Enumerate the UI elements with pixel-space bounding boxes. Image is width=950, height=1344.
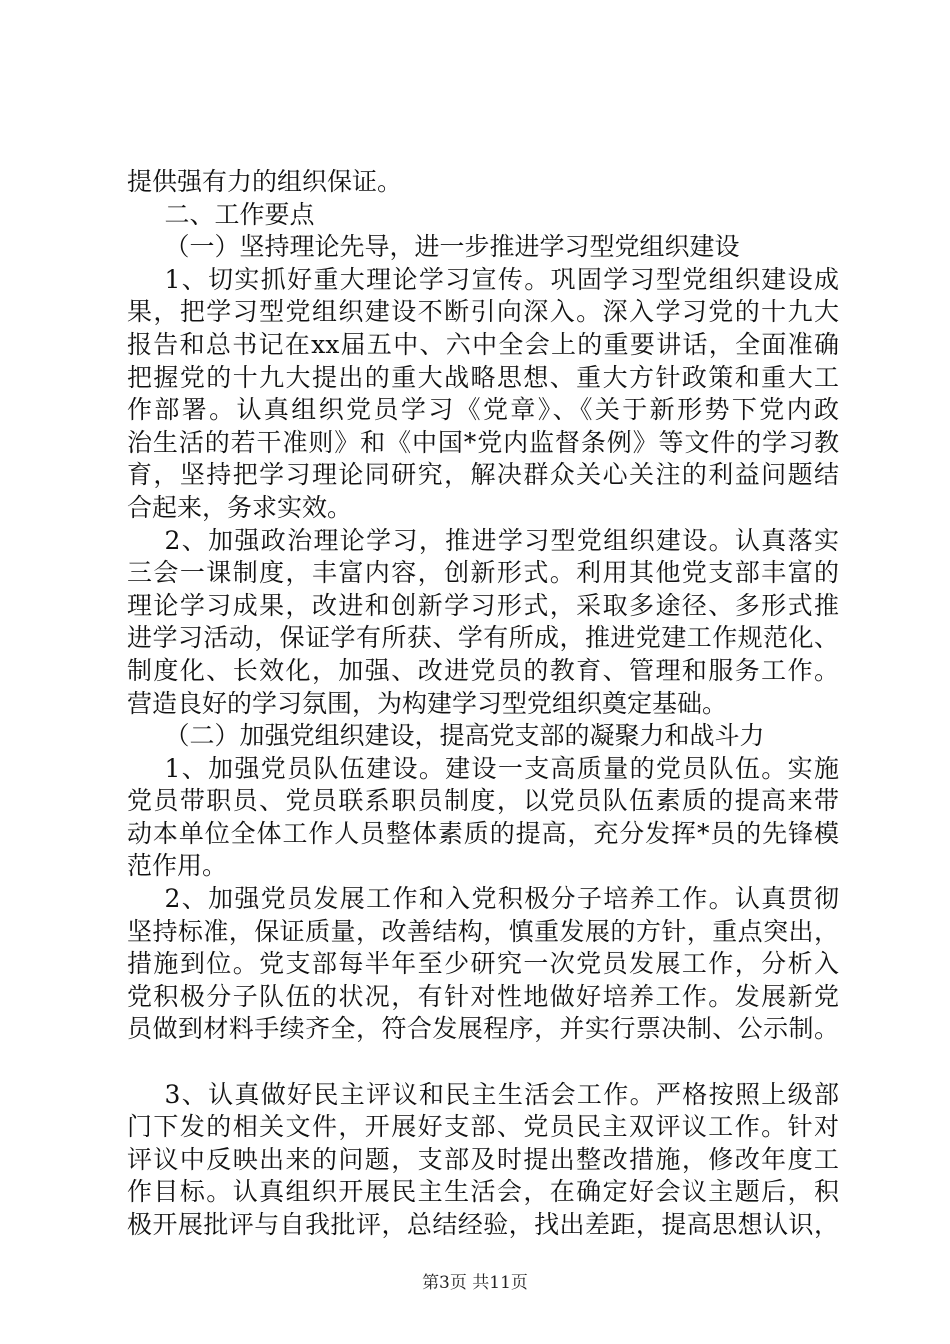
text-line: 党员带职员、党员联系职员制度，以党员队伍素质的提高来带 <box>127 786 839 816</box>
text-line: 进学习活动，保证学有所获、学有所成，推进党建工作规范化、 <box>127 623 839 653</box>
text-line: 理论学习成果，改进和创新学习形式，采取多途径、多形式推 <box>127 590 839 620</box>
text-line: 极开展批评与自我批评，总结经验，找出差距，提高思想认识， <box>127 1210 839 1239</box>
text-line: 2、加强党员发展工作和入党积极分子培养工作。认真贯彻 <box>164 884 839 914</box>
text-line: 3、认真做好民主评议和民主生活会工作。严格按照上级部 <box>164 1079 839 1109</box>
text-line: 党积极分子队伍的状况，有针对性地做好培养工作。发展新党 <box>127 981 839 1011</box>
text-line: 动本单位全体工作人员整体素质的提高，充分发挥*员的先锋模 <box>127 818 839 848</box>
text-line: 合起来，务求实效。 <box>127 492 353 522</box>
text-line: （一）坚持理论先导，进一步推进学习型党组织建设 <box>164 232 740 262</box>
text-line: 1、加强党员队伍建设。建设一支高质量的党员队伍。实施 <box>164 753 839 783</box>
text-line: 二、工作要点 <box>164 199 315 229</box>
text-line: 门下发的相关文件，开展好支部、党员民主双评议工作。针对 <box>127 1112 839 1142</box>
text-line: 范作用。 <box>127 851 228 881</box>
text-line: 把握党的十九大提出的重大战略思想、重大方针政策和重大工 <box>127 362 839 392</box>
text-line: 制度化、长效化，加强、改进党员的教育、管理和服务工作。 <box>127 655 839 685</box>
text-line: 作目标。认真组织开展民主生活会，在确定好会议主题后，积 <box>127 1177 839 1207</box>
page-footer: 第3页 共11页 <box>422 1273 528 1293</box>
text-line: 育，坚持把学习理论同研究，解决群众关心关注的利益问题结 <box>127 460 839 490</box>
text-line: 果，把学习型党组织建设不断引向深入。深入学习党的十九大 <box>127 297 839 327</box>
text-line: 营造良好的学习氛围，为构建学习型党组织奠定基础。 <box>127 688 728 718</box>
text-line: 1、切实抓好重大理论学习宣传。巩固学习型党组织建设成 <box>164 264 839 294</box>
text-line: 提供强有力的组织保证。 <box>127 167 403 196</box>
text-line: 2、加强政治理论学习，推进学习型党组织建设。认真落实 <box>164 525 839 555</box>
text-line: 坚持标准，保证质量，改善结构，慎重发展的方针，重点突出， <box>127 916 839 946</box>
text-line: 治生活的若干准则》和《中国*党内监督条例》等文件的学习教 <box>127 427 839 457</box>
document-body <box>127 166 839 1242</box>
text-line: 三会一课制度，丰富内容，创新形式。利用其他党支部丰富的 <box>127 558 839 588</box>
text-line: 员做到材料手续齐全，符合发展程序，并实行票决制、公示制。 <box>127 1014 839 1044</box>
text-line: （二）加强党组织建设，提高党支部的凝聚力和战斗力 <box>164 721 765 751</box>
text-line: 作部署。认真组织党员学习《党章》、《关于新形势下党内政 <box>127 395 839 425</box>
text-line: 报告和总书记在xx届五中、六中全会上的重要讲话，全面准确 <box>127 329 839 359</box>
text-line: 措施到位。党支部每半年至少研究一次党员发展工作，分析入 <box>127 949 839 979</box>
blank-line <box>127 1046 839 1079</box>
text-line: 评议中反映出来的问题，支部及时提出整改措施，修改年度工 <box>127 1144 839 1174</box>
